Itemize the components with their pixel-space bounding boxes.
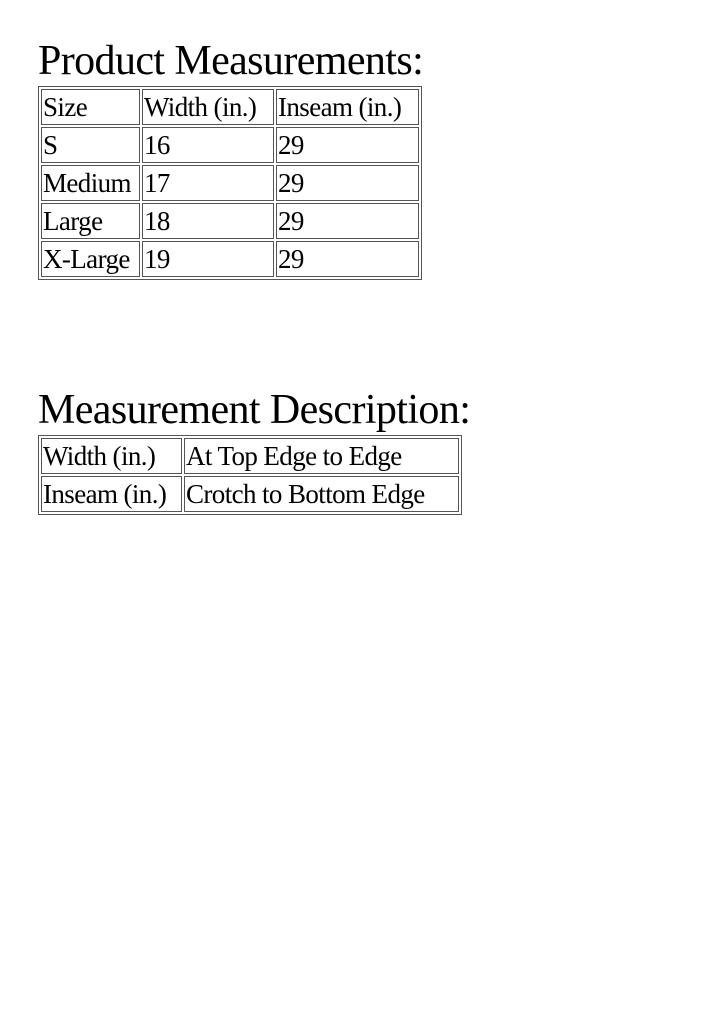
measurement-method-cell: Crotch to Bottom Edge [184,476,459,512]
table-row [41,203,419,239]
table-row [41,438,459,474]
size-cell: Medium [41,165,140,201]
size-measurements-table [38,86,422,280]
table-row [41,127,419,163]
header-cell-width: Width (in.) [142,89,274,125]
inseam-cell: 29 [276,241,419,277]
measurement-name-cell: Inseam (in.) [41,476,182,512]
header-cell-size: Size [41,89,140,125]
measurement-name-cell: Width (in.) [41,438,182,474]
size-cell: X-Large [41,241,140,277]
size-cell: Large [41,203,140,239]
size-cell: S [41,127,140,163]
width-cell: 17 [142,165,274,201]
inseam-cell: 29 [276,203,419,239]
table-row [41,476,459,512]
measurement-method-cell: At Top Edge to Edge [184,438,459,474]
header-cell-inseam: Inseam (in.) [276,89,419,125]
inseam-cell: 29 [276,127,419,163]
measurement-description-table [38,435,462,515]
width-cell: 18 [142,203,274,239]
width-cell: 16 [142,127,274,163]
inseam-cell: 29 [276,165,419,201]
table-row [41,165,419,201]
table-header-row [41,89,419,125]
width-cell: 19 [142,241,274,277]
table-row [41,241,419,277]
measurement-description-title: Measurement Description: [38,387,471,433]
product-measurements-title: Product Measurements: [38,38,424,84]
